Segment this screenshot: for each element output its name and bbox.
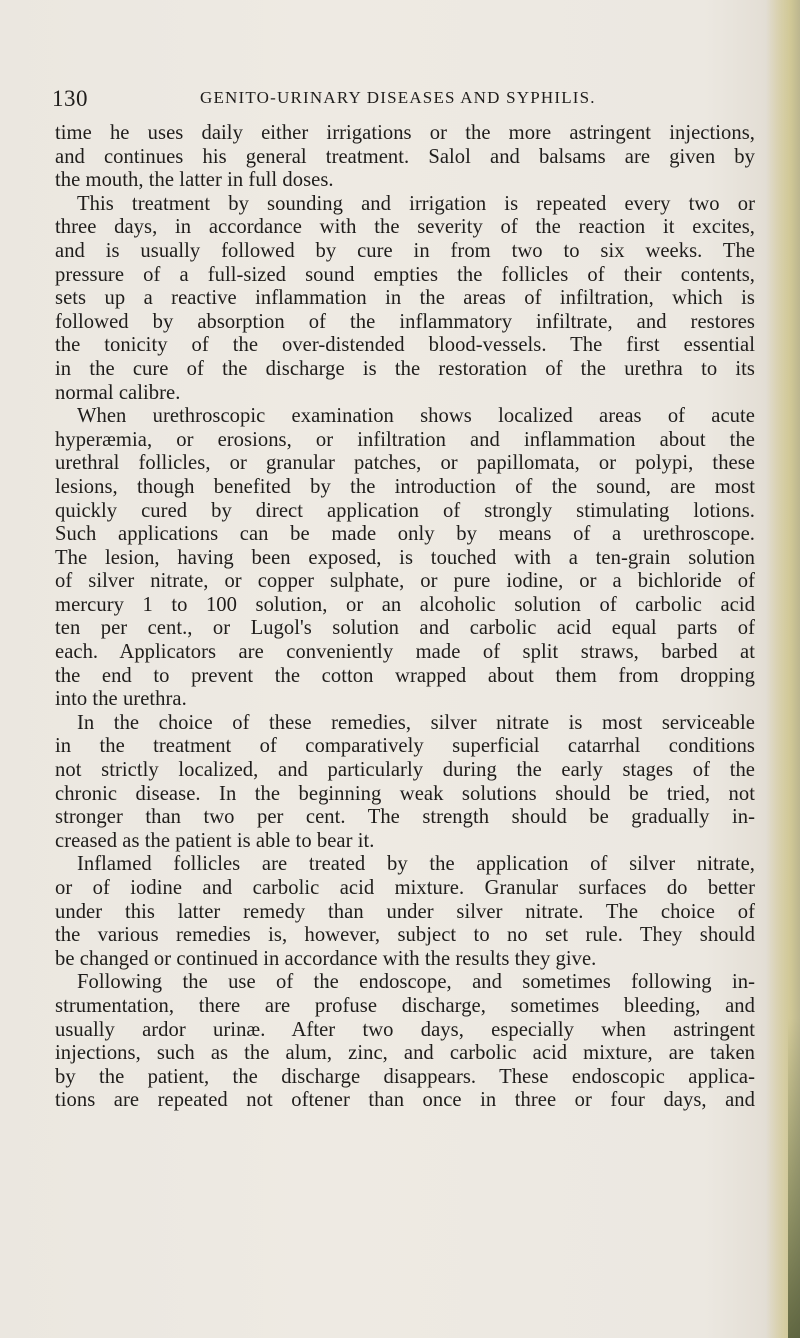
text-line: The lesion, having been exposed, is touched with a ten-grain solution	[55, 546, 755, 569]
text-line: in the treatment of comparatively superficial catarrhal conditions	[55, 735, 755, 758]
text-line: hyperæmia, or erosions, or infiltration and inflammation about the	[55, 428, 755, 451]
text-line: in the cure of the discharge is the restoration of the urethra to its	[55, 357, 755, 380]
page-header	[52, 84, 752, 114]
text-line: pressure of a full-sized sound empties the follicles of their contents,	[55, 263, 755, 286]
text-line: stronger than two per cent. The strength should be gradually in-	[55, 806, 755, 829]
text-line: This treatment by sounding and irrigation is repeated every two or	[77, 192, 755, 215]
text-line: under this latter remedy than under silver nitrate. The choice of	[55, 900, 755, 923]
text-line: Such applications can be made only by means of a urethroscope.	[55, 523, 755, 546]
text-line: sets up a reactive inflammation in the areas of infiltration, which is	[55, 287, 755, 310]
page-number: 130	[52, 86, 88, 111]
text-line: When urethroscopic examination shows localized areas of acute	[77, 405, 755, 428]
text-line: into the urethra.	[55, 688, 187, 711]
text-line: ten per cent., or Lugol's solution and carbolic acid equal parts of	[55, 617, 755, 640]
text-line: In the choice of these remedies, silver nitrate is most serviceable	[77, 711, 755, 734]
text-line: the tonicity of the over-distended blood-vessels. The first essential	[55, 334, 755, 357]
text-line: time he uses daily either irrigations or the more astringent injections,	[55, 122, 755, 144]
text-line: followed by absorption of the inflammatory infiltrate, and restores	[55, 310, 755, 333]
text-line: lesions, though benefited by the introduction of the sound, are most	[55, 475, 755, 498]
text-line: mercury 1 to 100 solution, or an alcoholic solution of carbolic acid	[55, 593, 755, 616]
text-line: and continues his general treatment. Salol and balsams are given by	[55, 145, 755, 168]
text-line: or of iodine and carbolic acid mixture. Granular surfaces do better	[55, 877, 755, 899]
text-line: and is usually followed by cure in from two to six weeks. The	[55, 239, 755, 262]
text-line: the end to prevent the cotton wrapped about them from dropping	[55, 664, 755, 687]
text-line: Following the use of the endoscope, and sometimes following in-	[77, 971, 755, 994]
text-line: each. Applicators are conveniently made of split straws, barbed at	[55, 641, 755, 664]
body-text	[55, 122, 755, 1113]
text-line: tions are repeated not oftener than once in three or four days, and	[55, 1089, 755, 1112]
text-line: the mouth, the latter in full doses.	[55, 169, 334, 192]
text-line: chronic disease. In the beginning weak solutions should be tried, not	[55, 782, 755, 805]
page-edge-dark	[788, 1018, 800, 1338]
text-line: be changed or continued in accordance with the results they give.	[55, 947, 597, 970]
running-head: GENITO-URINARY DISEASES AND SYPHILIS.	[200, 88, 596, 107]
text-line: by the patient, the discharge disappears. These endoscopic applica-	[55, 1065, 755, 1088]
text-line: of silver nitrate, or copper sulphate, or pure iodine, or a bichloride of	[55, 570, 755, 593]
text-line: injections, such as the alum, zinc, and carbolic acid mixture, are taken	[55, 1042, 755, 1065]
text-line: strumentation, there are profuse discharge, sometimes bleeding, and	[55, 994, 755, 1017]
text-line: not strictly localized, and particularly during the early stages of the	[55, 759, 755, 782]
text-line: urethral follicles, or granular patches, or papillomata, or polypi, these	[55, 452, 755, 475]
text-line: quickly cured by direct application of strongly stimulating lotions.	[55, 499, 755, 522]
text-line: creased as the patient is able to bear it.	[55, 829, 375, 852]
text-line: normal calibre.	[55, 381, 181, 404]
text-line: three days, in accordance with the severity of the reaction it excites,	[55, 216, 755, 239]
text-line: Inflamed follicles are treated by the application of silver nitrate,	[77, 853, 755, 876]
text-line: usually ardor urinæ. After two days, especially when astringent	[55, 1018, 755, 1041]
text-line: the various remedies is, however, subject to no set rule. They should	[55, 924, 755, 947]
